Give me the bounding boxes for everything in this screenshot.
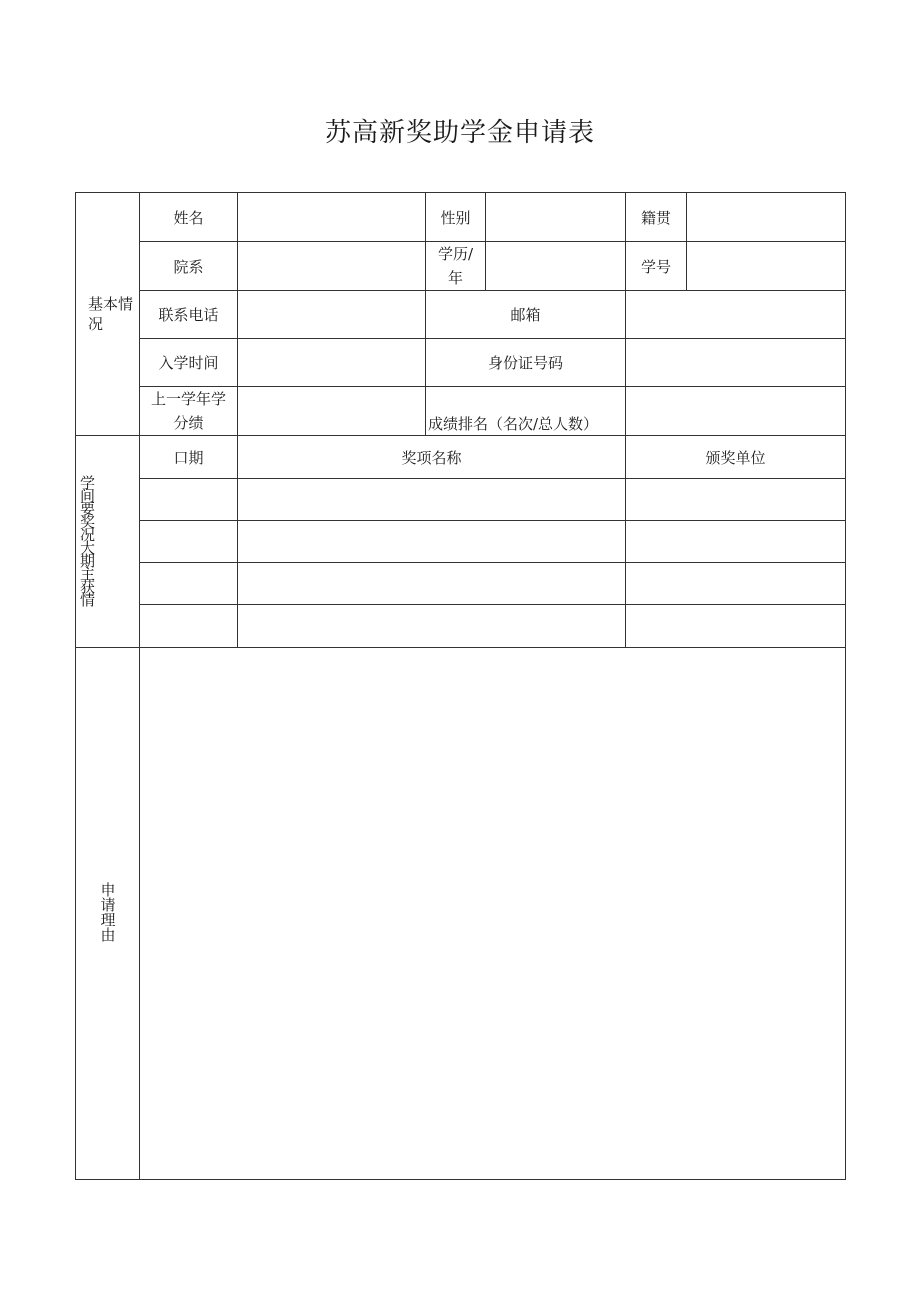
section-reason-label: 申请理由	[98, 881, 117, 942]
field-last-year-grades[interactable]	[238, 387, 426, 436]
label-enroll-date: 入学时间	[140, 339, 238, 387]
header-award-name: 奖项名称	[238, 436, 626, 479]
label-name: 姓名	[140, 193, 238, 242]
award-date-2[interactable]	[140, 521, 238, 563]
section-basic-info: 基本情况	[76, 193, 140, 436]
application-form	[75, 192, 846, 1180]
header-award-issuer: 颁奖单位	[626, 436, 846, 479]
form-title: 苏高新奖助学金申请表	[324, 118, 595, 148]
award-name-1[interactable]	[238, 479, 626, 521]
label-department: 院系	[140, 242, 238, 291]
label-phone: 联系电话	[140, 291, 238, 339]
award-date-3[interactable]	[140, 563, 238, 605]
award-issuer-1[interactable]	[626, 479, 846, 521]
field-grade-rank[interactable]	[626, 387, 846, 436]
field-enroll-date[interactable]	[238, 339, 426, 387]
section-reason	[76, 648, 140, 1180]
header-date: 口期	[140, 436, 238, 479]
field-native-place[interactable]	[687, 193, 846, 242]
field-department[interactable]	[238, 242, 426, 291]
label-email: 邮箱	[426, 291, 626, 339]
field-email[interactable]	[626, 291, 846, 339]
label-degree-year: 学历/年	[426, 242, 486, 291]
label-native-place: 籍贯	[626, 193, 687, 242]
award-name-4[interactable]	[238, 605, 626, 648]
award-name-2[interactable]	[238, 521, 626, 563]
field-phone[interactable]	[238, 291, 426, 339]
field-id-number[interactable]	[626, 339, 846, 387]
field-degree-year[interactable]	[486, 242, 626, 291]
label-student-id: 学号	[626, 242, 687, 291]
label-id-number: 身份证号码	[426, 339, 626, 387]
award-date-1[interactable]	[140, 479, 238, 521]
field-gender[interactable]	[486, 193, 626, 242]
award-name-3[interactable]	[238, 563, 626, 605]
label-last-year-grades: 上一学年学分绩	[140, 387, 238, 436]
section-awards	[76, 436, 140, 648]
award-issuer-3[interactable]	[626, 563, 846, 605]
field-name[interactable]	[238, 193, 426, 242]
label-gender: 性别	[426, 193, 486, 242]
label-grade-rank: 成绩排名（名次/总人数）	[426, 387, 626, 436]
field-student-id[interactable]	[687, 242, 846, 291]
award-date-4[interactable]	[140, 605, 238, 648]
award-issuer-2[interactable]	[626, 521, 846, 563]
field-application-reason[interactable]	[140, 648, 846, 1180]
award-issuer-4[interactable]	[626, 605, 846, 648]
section-awards-label: 学间要奖况大期主获情	[78, 474, 96, 605]
